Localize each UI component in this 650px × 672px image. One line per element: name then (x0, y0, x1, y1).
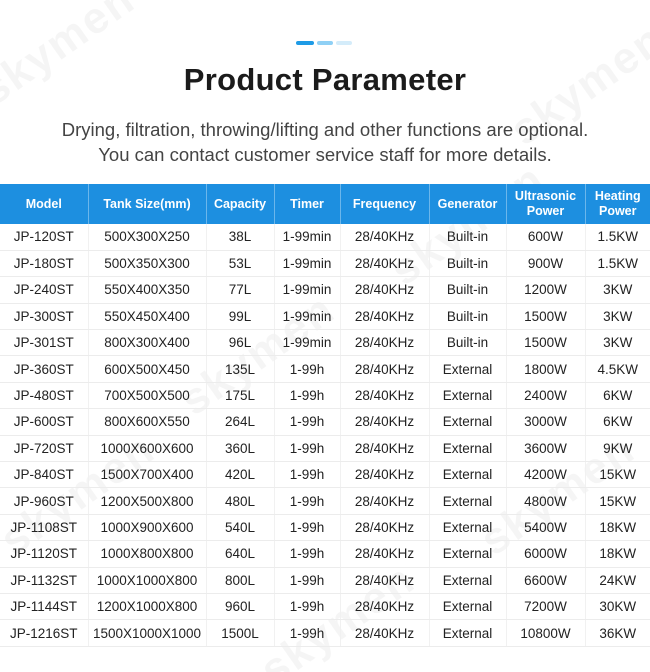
table-cell: 6KW (585, 382, 650, 408)
parameter-table (0, 184, 650, 647)
table-cell: 9KW (585, 435, 650, 461)
page-title: Product Parameter (183, 62, 467, 97)
table-cell: 28/40KHz (340, 488, 429, 514)
table-cell: 4800W (506, 488, 585, 514)
column-header: Timer (274, 184, 340, 224)
column-header: Model (0, 184, 88, 224)
table-cell: 1200X500X800 (88, 488, 206, 514)
table-cell: 15KW (585, 462, 650, 488)
table-cell: 175L (206, 382, 274, 408)
table-cell: 38L (206, 224, 274, 250)
table-row (0, 303, 650, 329)
subtitle-line-2: You can contact customer service staff for more details. (98, 144, 552, 165)
column-header: Ultrasonic Power (506, 184, 585, 224)
table-cell: 1000X900X600 (88, 514, 206, 540)
table-cell: 1-99min (274, 250, 340, 276)
table-cell: 1-99min (274, 330, 340, 356)
table-cell: External (429, 593, 506, 619)
table-cell: 28/40KHz (340, 593, 429, 619)
table-cell: 500X350X300 (88, 250, 206, 276)
table-cell: 77L (206, 277, 274, 303)
table-cell: JP-301ST (0, 330, 88, 356)
table-cell: 600X500X450 (88, 356, 206, 382)
table-cell: 1500X700X400 (88, 462, 206, 488)
table-cell: 28/40KHz (340, 250, 429, 276)
table-row (0, 382, 650, 408)
table-cell: 28/40KHz (340, 382, 429, 408)
table-cell: 99L (206, 303, 274, 329)
table-cell: External (429, 409, 506, 435)
table-cell: 550X400X350 (88, 277, 206, 303)
table-cell: 1800W (506, 356, 585, 382)
table-row (0, 356, 650, 382)
table-row (0, 541, 650, 567)
table-cell: 5400W (506, 514, 585, 540)
table-cell: 1-99h (274, 620, 340, 646)
table-cell: 18KW (585, 514, 650, 540)
table-cell: 28/40KHz (340, 224, 429, 250)
table-cell: JP-960ST (0, 488, 88, 514)
subtitle-line-1: Drying, filtration, throwing/lifting and other functions are optional. (61, 119, 589, 140)
table-cell: External (429, 435, 506, 461)
table-cell: Built-in (429, 224, 506, 250)
table-cell: 135L (206, 356, 274, 382)
table-cell: 360L (206, 435, 274, 461)
table-cell: 1-99h (274, 488, 340, 514)
table-row (0, 488, 650, 514)
table-row (0, 330, 650, 356)
table-cell: 2400W (506, 382, 585, 408)
table-cell: 1-99h (274, 462, 340, 488)
table-row (0, 462, 650, 488)
table-cell: 28/40KHz (340, 409, 429, 435)
table-cell: 1500W (506, 303, 585, 329)
table-row (0, 435, 650, 461)
table-cell: 28/40KHz (340, 356, 429, 382)
table-cell: 1.5KW (585, 224, 650, 250)
table-cell: 28/40KHz (340, 462, 429, 488)
table-cell: 30KW (585, 593, 650, 619)
table-cell: Built-in (429, 303, 506, 329)
table-cell: External (429, 462, 506, 488)
table-cell: 500X300X250 (88, 224, 206, 250)
table-cell: 1000X800X800 (88, 541, 206, 567)
table-cell: JP-120ST (0, 224, 88, 250)
table-cell: 96L (206, 330, 274, 356)
table-cell: Built-in (429, 277, 506, 303)
table-row (0, 567, 650, 593)
table-cell: 600W (506, 224, 585, 250)
table-cell: 1.5KW (585, 250, 650, 276)
table-cell: External (429, 514, 506, 540)
table-row (0, 277, 650, 303)
table-cell: 28/40KHz (340, 435, 429, 461)
table-cell: External (429, 382, 506, 408)
table-cell: 800X300X400 (88, 330, 206, 356)
table-cell: 1000X1000X800 (88, 567, 206, 593)
table-cell: 3000W (506, 409, 585, 435)
table-cell: 18KW (585, 541, 650, 567)
table-cell: 28/40KHz (340, 620, 429, 646)
table-cell: 6000W (506, 541, 585, 567)
table-cell: 28/40KHz (340, 567, 429, 593)
table-row (0, 224, 650, 250)
table-cell: 800X600X550 (88, 409, 206, 435)
table-cell: 550X450X400 (88, 303, 206, 329)
table-cell: 1500L (206, 620, 274, 646)
table-cell: 7200W (506, 593, 585, 619)
table-cell: 3KW (585, 303, 650, 329)
table-cell: 28/40KHz (340, 541, 429, 567)
table-cell: Built-in (429, 250, 506, 276)
table-cell: 700X500X500 (88, 382, 206, 408)
table-cell: 480L (206, 488, 274, 514)
table-cell: JP-840ST (0, 462, 88, 488)
table-cell: JP-240ST (0, 277, 88, 303)
table-cell: JP-1132ST (0, 567, 88, 593)
column-header: Generator (429, 184, 506, 224)
table-cell: 10800W (506, 620, 585, 646)
table-cell: 1-99min (274, 277, 340, 303)
table-cell: 15KW (585, 488, 650, 514)
table-cell: 24KW (585, 567, 650, 593)
table-cell: 28/40KHz (340, 303, 429, 329)
table-cell: External (429, 567, 506, 593)
table-cell: 53L (206, 250, 274, 276)
table-cell: 28/40KHz (340, 330, 429, 356)
table-cell: External (429, 488, 506, 514)
table-cell: Built-in (429, 330, 506, 356)
table-cell: JP-1216ST (0, 620, 88, 646)
table-cell: JP-180ST (0, 250, 88, 276)
table-cell: JP-1108ST (0, 514, 88, 540)
table-cell: 1-99h (274, 567, 340, 593)
table-cell: 540L (206, 514, 274, 540)
table-cell: JP-360ST (0, 356, 88, 382)
table-cell: 1500X1000X1000 (88, 620, 206, 646)
table-cell: 4.5KW (585, 356, 650, 382)
page-subtitle (0, 117, 650, 167)
table-cell: 960L (206, 593, 274, 619)
table-header-row (0, 184, 650, 224)
table-cell: 1-99min (274, 224, 340, 250)
accent-segment (296, 41, 314, 45)
table-cell: JP-600ST (0, 409, 88, 435)
table-cell: 1-99h (274, 593, 340, 619)
table-cell: 1000X600X600 (88, 435, 206, 461)
table-cell: JP-720ST (0, 435, 88, 461)
table-cell: 1-99h (274, 514, 340, 540)
title-accent-bar (296, 41, 352, 45)
table-cell: External (429, 620, 506, 646)
table-cell: 3KW (585, 277, 650, 303)
column-header: Capacity (206, 184, 274, 224)
table-cell: 1-99h (274, 435, 340, 461)
accent-segment (317, 41, 333, 45)
table-cell: External (429, 356, 506, 382)
table-cell: 900W (506, 250, 585, 276)
table-cell: 1-99min (274, 303, 340, 329)
table-cell: JP-300ST (0, 303, 88, 329)
table-cell: External (429, 541, 506, 567)
table-cell: JP-1120ST (0, 541, 88, 567)
table-cell: 28/40KHz (340, 514, 429, 540)
table-row (0, 514, 650, 540)
table-row (0, 250, 650, 276)
table-cell: 3600W (506, 435, 585, 461)
table-cell: JP-480ST (0, 382, 88, 408)
table-cell: 4200W (506, 462, 585, 488)
table-cell: 28/40KHz (340, 277, 429, 303)
table-cell: 6KW (585, 409, 650, 435)
table-cell: 800L (206, 567, 274, 593)
table-cell: 640L (206, 541, 274, 567)
table-row (0, 620, 650, 646)
table-row (0, 409, 650, 435)
table-cell: 1-99h (274, 356, 340, 382)
table-cell: 6600W (506, 567, 585, 593)
table-cell: 1-99h (274, 541, 340, 567)
table-cell: 1500W (506, 330, 585, 356)
table-cell: 420L (206, 462, 274, 488)
table-cell: 1200W (506, 277, 585, 303)
table-cell: 1-99h (274, 409, 340, 435)
table-cell: 264L (206, 409, 274, 435)
column-header: Heating Power (585, 184, 650, 224)
column-header: Frequency (340, 184, 429, 224)
table-cell: 1-99h (274, 382, 340, 408)
accent-segment (336, 41, 352, 45)
table-cell: 3KW (585, 330, 650, 356)
table-cell: 36KW (585, 620, 650, 646)
table-cell: JP-1144ST (0, 593, 88, 619)
table-row (0, 593, 650, 619)
table-cell: 1200X1000X800 (88, 593, 206, 619)
column-header: Tank Size(mm) (88, 184, 206, 224)
table-body (0, 224, 650, 646)
